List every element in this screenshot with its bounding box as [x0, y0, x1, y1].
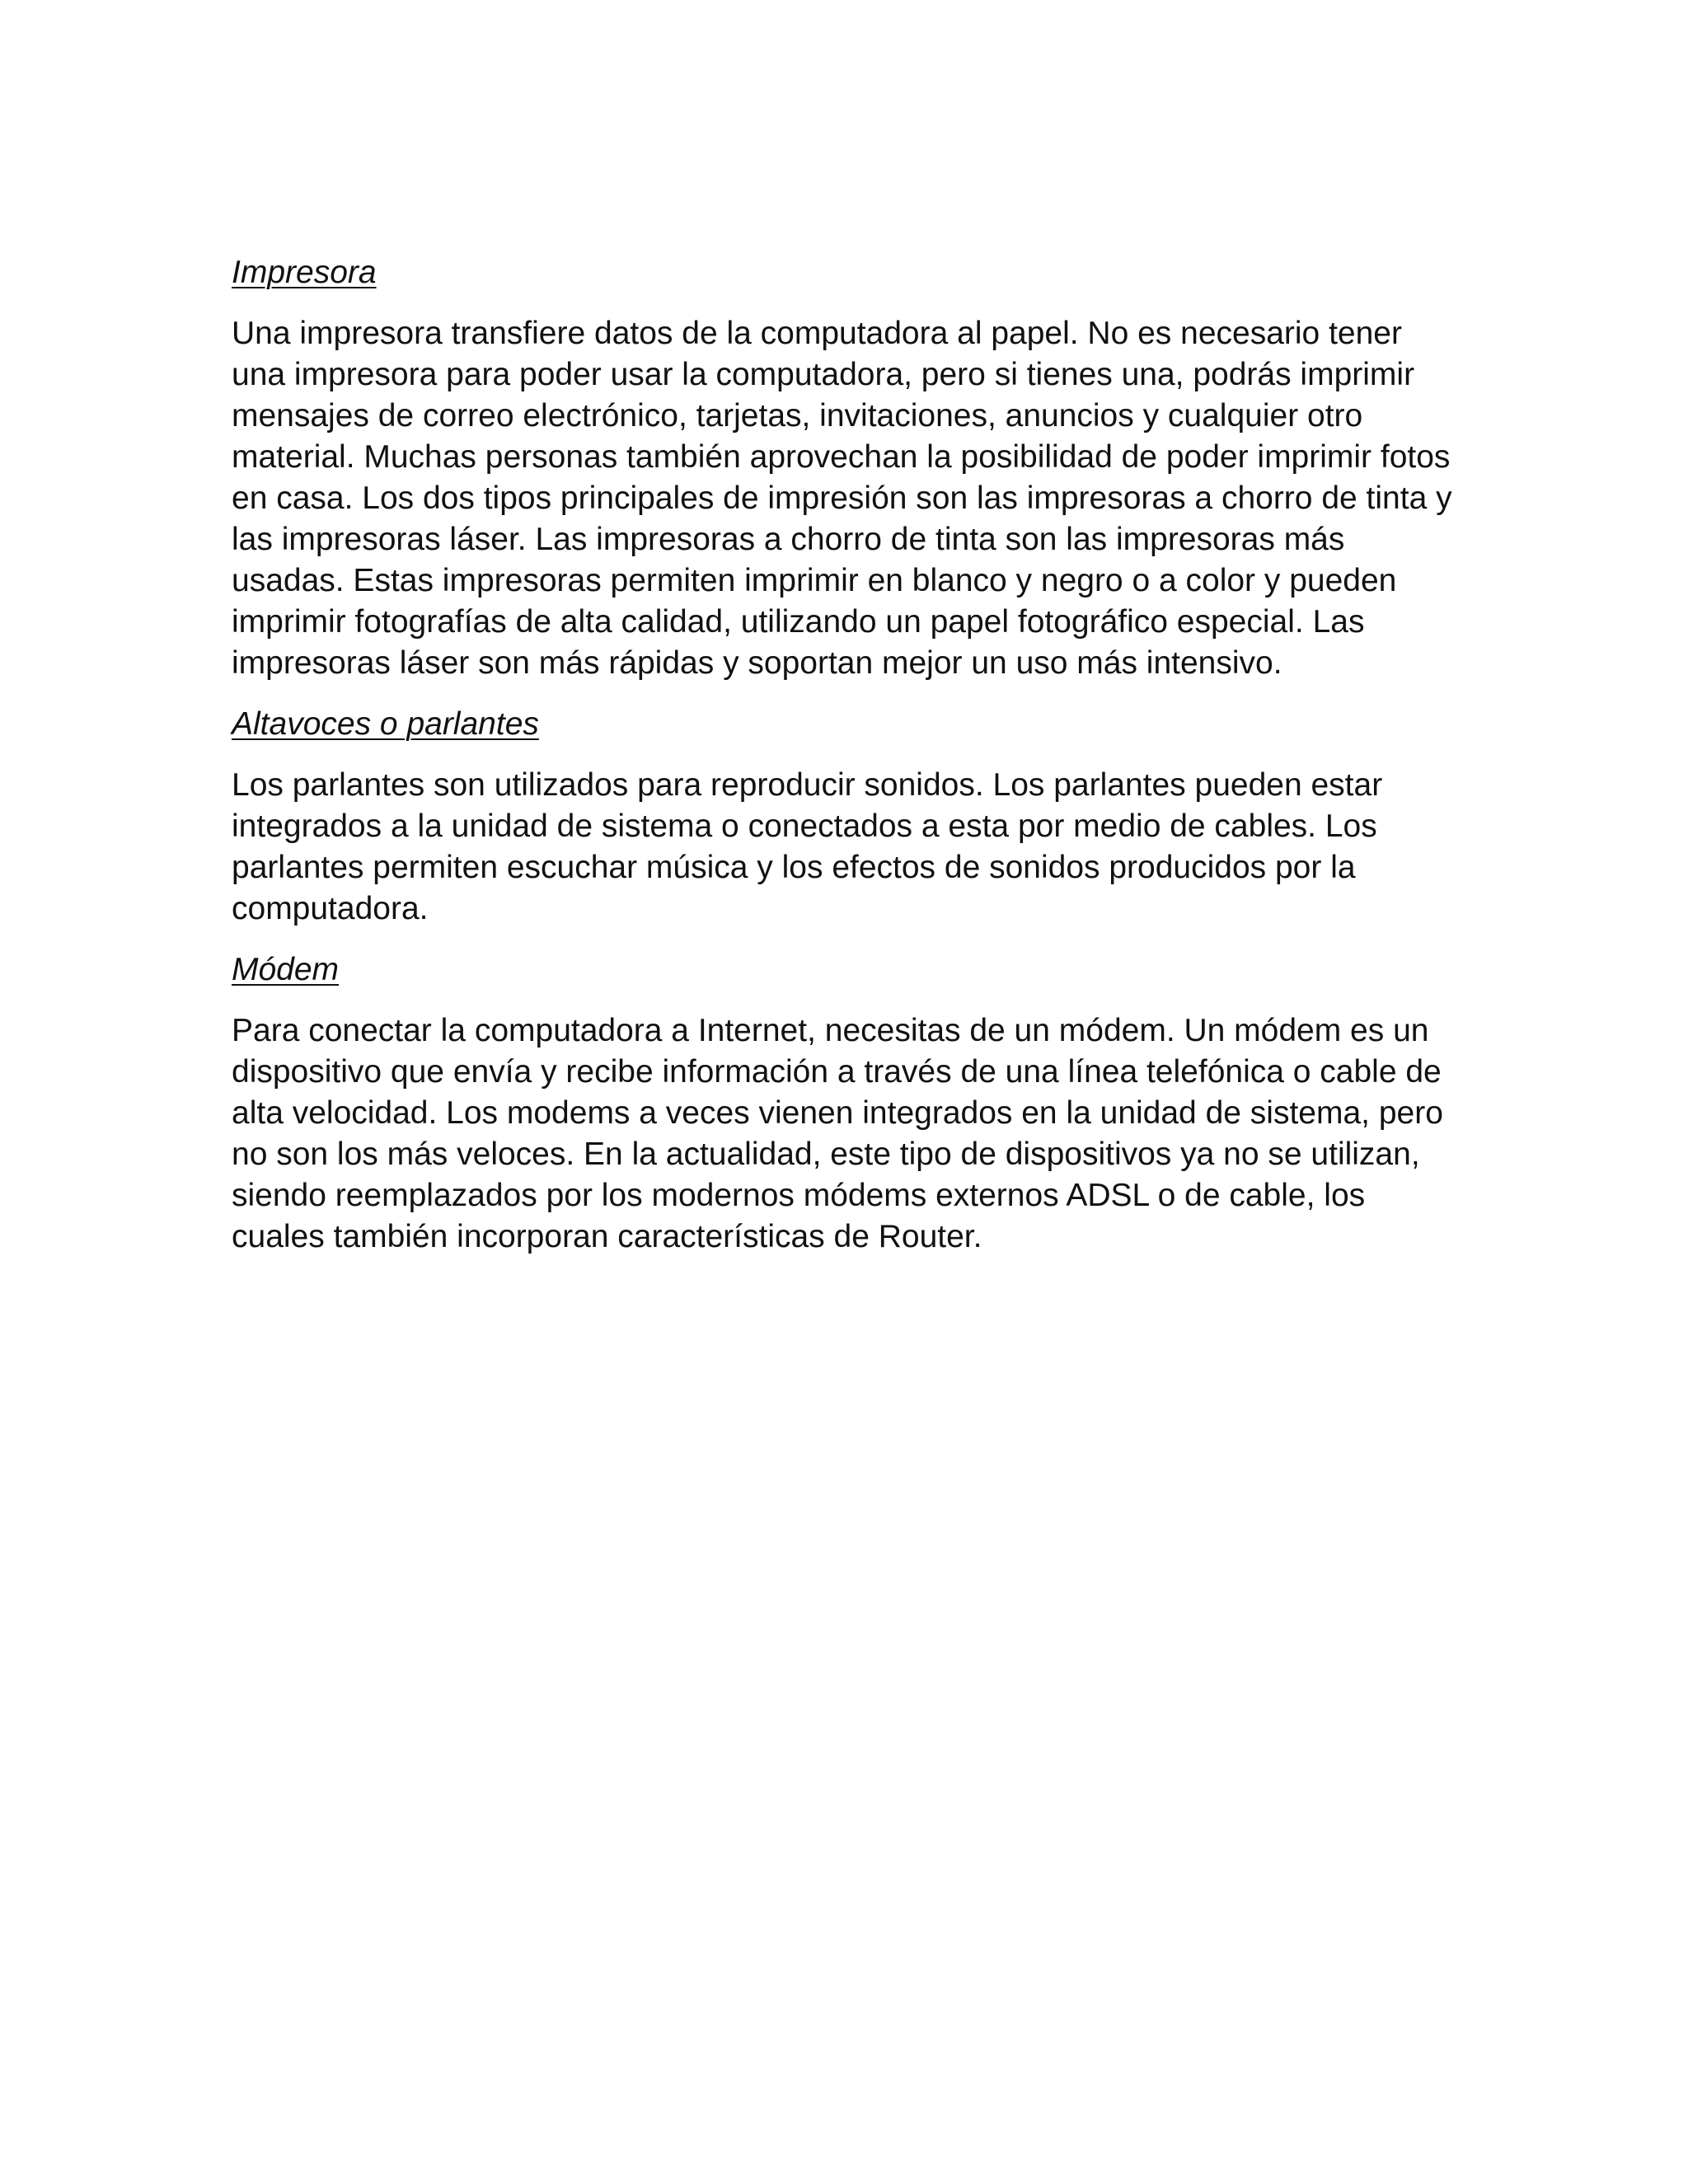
document-body [232, 252, 1460, 1277]
section-heading-altavoces: Altavoces o parlantes [232, 706, 539, 742]
section-paragraph-impresora: Una impresora transfiere datos de la computadora al papel. No es necesario tener una impresora para poder usar la computadora, pero si tienes una, podrás imprimir mensajes de correo electrónico, tarjetas, invitaciones, anuncios y cualquier otro material. Muchas personas también aprovechan la posibilidad de poder imprimir fotos en casa. Los dos tipos principales de impresión son las impresoras a chorro de tinta y las impresoras láser. Las impresoras a chorro de tinta son las impresoras más usadas. Estas impresoras permiten imprimir en blanco y negro o a color y pueden imprimir fotografías de alta calidad, utilizando un papel fotográfico especial. Las impresoras láser son más rápidas y soportan mejor un uso más intensivo. [232, 316, 1452, 681]
section-paragraph-modem: Para conectar la computadora a Internet, necesitas de un módem. Un módem es un dispositivo que envía y recibe información a través de una línea telefónica o cable de alta velocidad. Los modems a veces vienen integrados en la unidad de sistema, pero no son los más veloces. En la actualidad, este tipo de dispositivos ya no se utilizan, siendo reemplazados por los modernos módems externos ADSL o de cable, los cuales también incorporan características de Router. [232, 1013, 1443, 1254]
section-paragraph-altavoces: Los parlantes son utilizados para reproducir sonidos. Los parlantes pueden estar integrados a la unidad de sistema o conectados a esta por medio de cables. Los parlantes permiten escuchar música y los efectos de sonidos producidos por la computadora. [232, 767, 1383, 926]
section-heading-impresora: Impresora [232, 255, 377, 290]
section-heading-modem: Módem [232, 952, 340, 987]
